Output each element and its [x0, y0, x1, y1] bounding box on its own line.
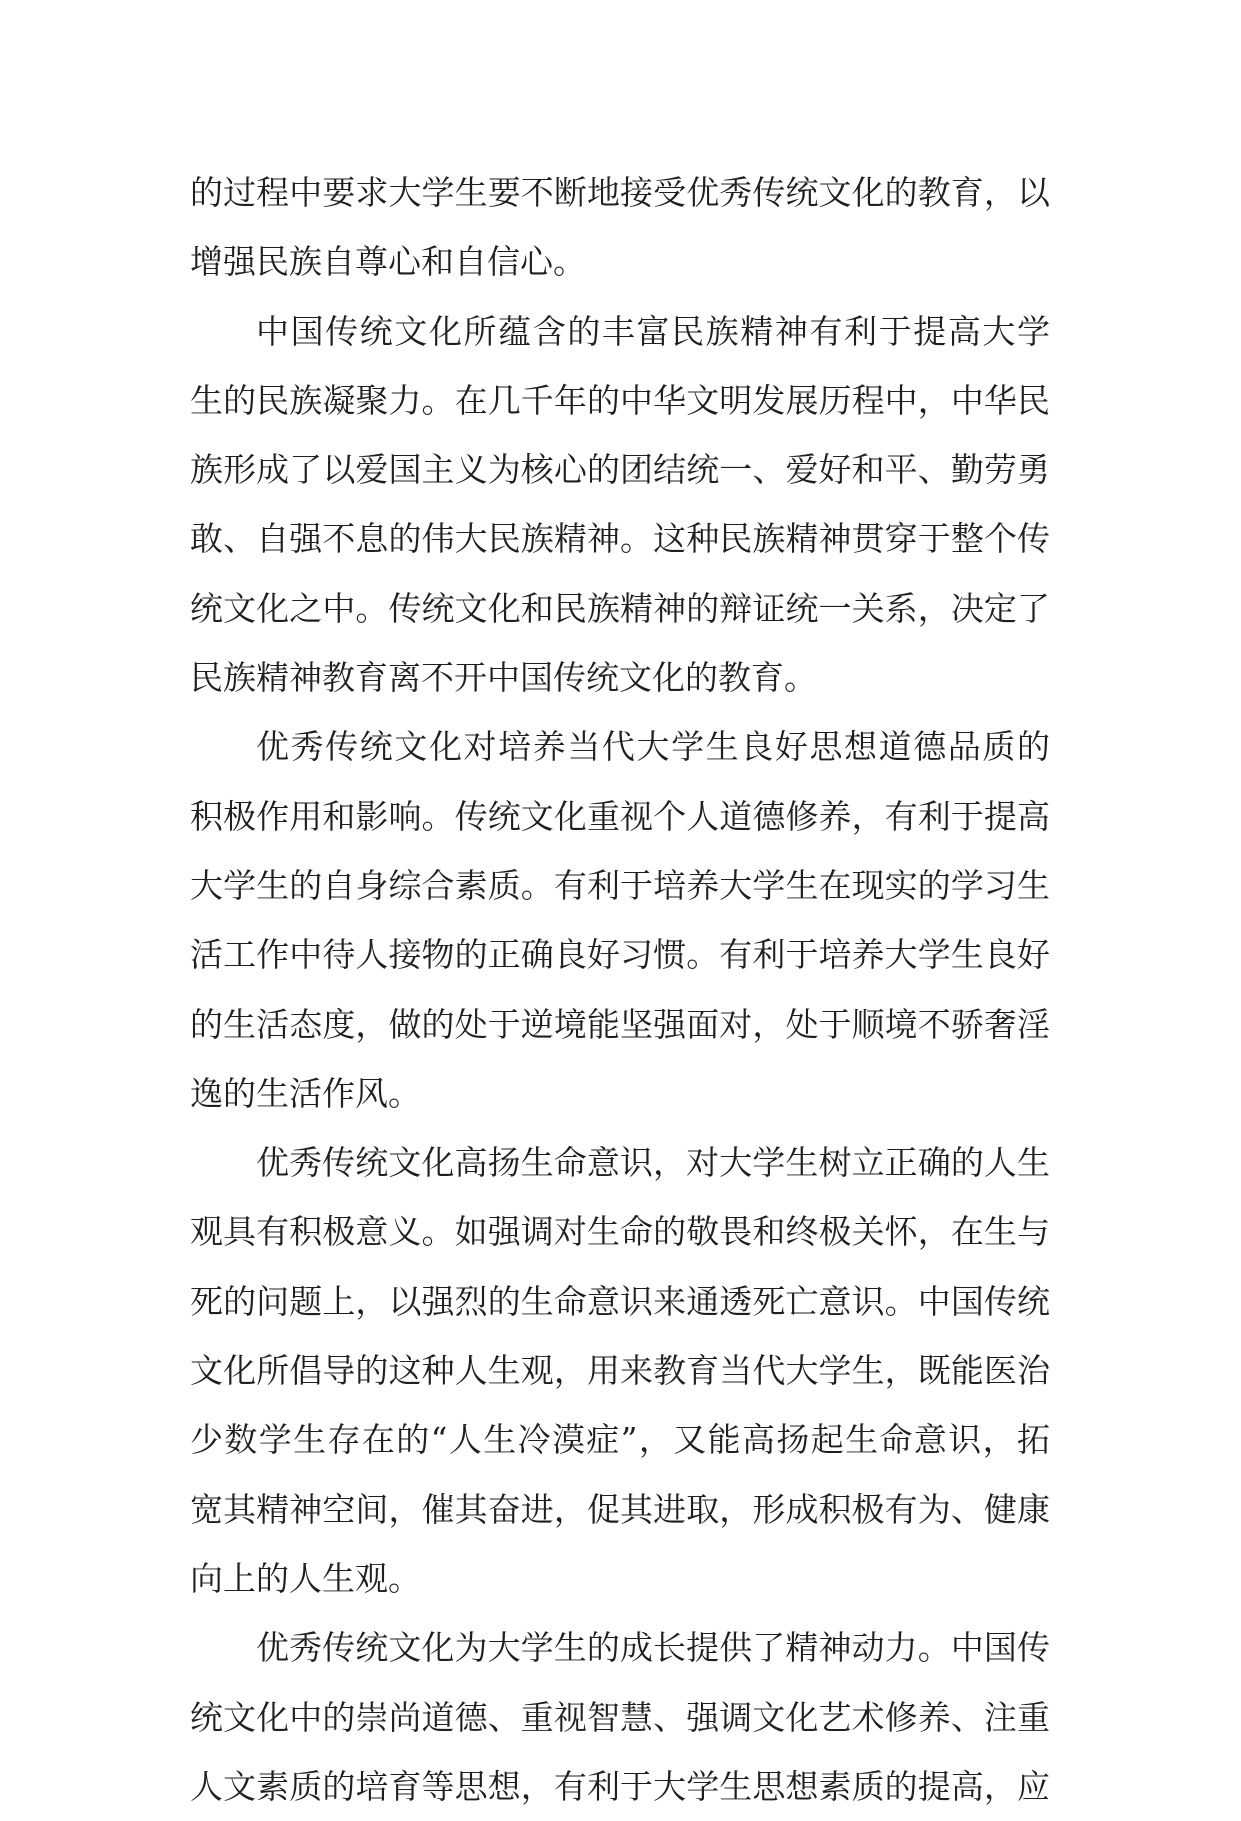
- text-line: 观具有积极意义。如强调对生命的敬畏和终极关怀，在生与: [190, 1212, 1050, 1252]
- text-line: 死的问题上，以强烈的生命意识来通透死亡意识。中国传统: [190, 1281, 1050, 1321]
- text-line: 优秀传统文化为大学生的成长提供了精神动力。中国传: [256, 1628, 1050, 1668]
- text-line: 中国传统文化所蕴含的丰富民族精神有利于提高大学: [256, 311, 1050, 351]
- text-line: 的生活态度，做的处于逆境能坚强面对，处于顺境不骄奢淫: [190, 1004, 1050, 1044]
- text-line: 的过程中要求大学生要不断地接受优秀传统文化的教育，以: [190, 173, 1050, 212]
- paragraph-5: [190, 1613, 1050, 1821]
- text-line: 增强民族自尊心和自信心。: [190, 242, 586, 282]
- text-line: 大学生的自身综合素质。有利于培养大学生在现实的学习生: [190, 865, 1050, 905]
- paragraph-2: [190, 297, 1050, 713]
- paragraph-1: [190, 158, 1050, 297]
- text-line: 生的民族凝聚力。在几千年的中华文明发展历程中，中华民: [190, 380, 1050, 420]
- text-line: 少数学生存在的“人生冷漠症”，又能高扬起生命意识，拓: [190, 1420, 1050, 1460]
- text-line: 积极作用和影响。传统文化重视个人道德修养，有利于提高: [190, 796, 1050, 836]
- text-line: 族形成了以爱国主义为核心的团结统一、爱好和平、勤劳勇: [190, 450, 1050, 490]
- text-line: 统文化之中。传统文化和民族精神的辩证统一关系，决定了: [190, 588, 1050, 628]
- text-line: 向上的人生观。: [190, 1558, 421, 1598]
- text-line: 逸的生活作风。: [190, 1073, 421, 1113]
- paragraph-3: [190, 712, 1050, 1128]
- text-line: 宽其精神空间，催其奋进，促其进取，形成积极有为、健康: [190, 1489, 1050, 1529]
- text-line: 文化所倡导的这种人生观，用来教育当代大学生，既能医治: [190, 1351, 1050, 1391]
- text-line: 活工作中待人接物的正确良好习惯。有利于培养大学生良好: [190, 935, 1050, 975]
- paragraph-4: [190, 1128, 1050, 1613]
- document-body: [190, 158, 1050, 1821]
- text-line: 敢、自强不息的伟大民族精神。这种民族精神贯穿于整个传: [190, 519, 1050, 559]
- text-line: 人文素质的培育等思想，有利于大学生思想素质的提高，应: [190, 1766, 1050, 1806]
- text-line: 民族精神教育离不开中国传统文化的教育。: [190, 658, 817, 698]
- text-line: 优秀传统文化对培养当代大学生良好思想道德品质的: [256, 727, 1050, 767]
- text-line: 优秀传统文化高扬生命意识，对大学生树立正确的人生: [256, 1143, 1050, 1183]
- text-line: 统文化中的崇尚道德、重视智慧、强调文化艺术修养、注重: [190, 1697, 1050, 1737]
